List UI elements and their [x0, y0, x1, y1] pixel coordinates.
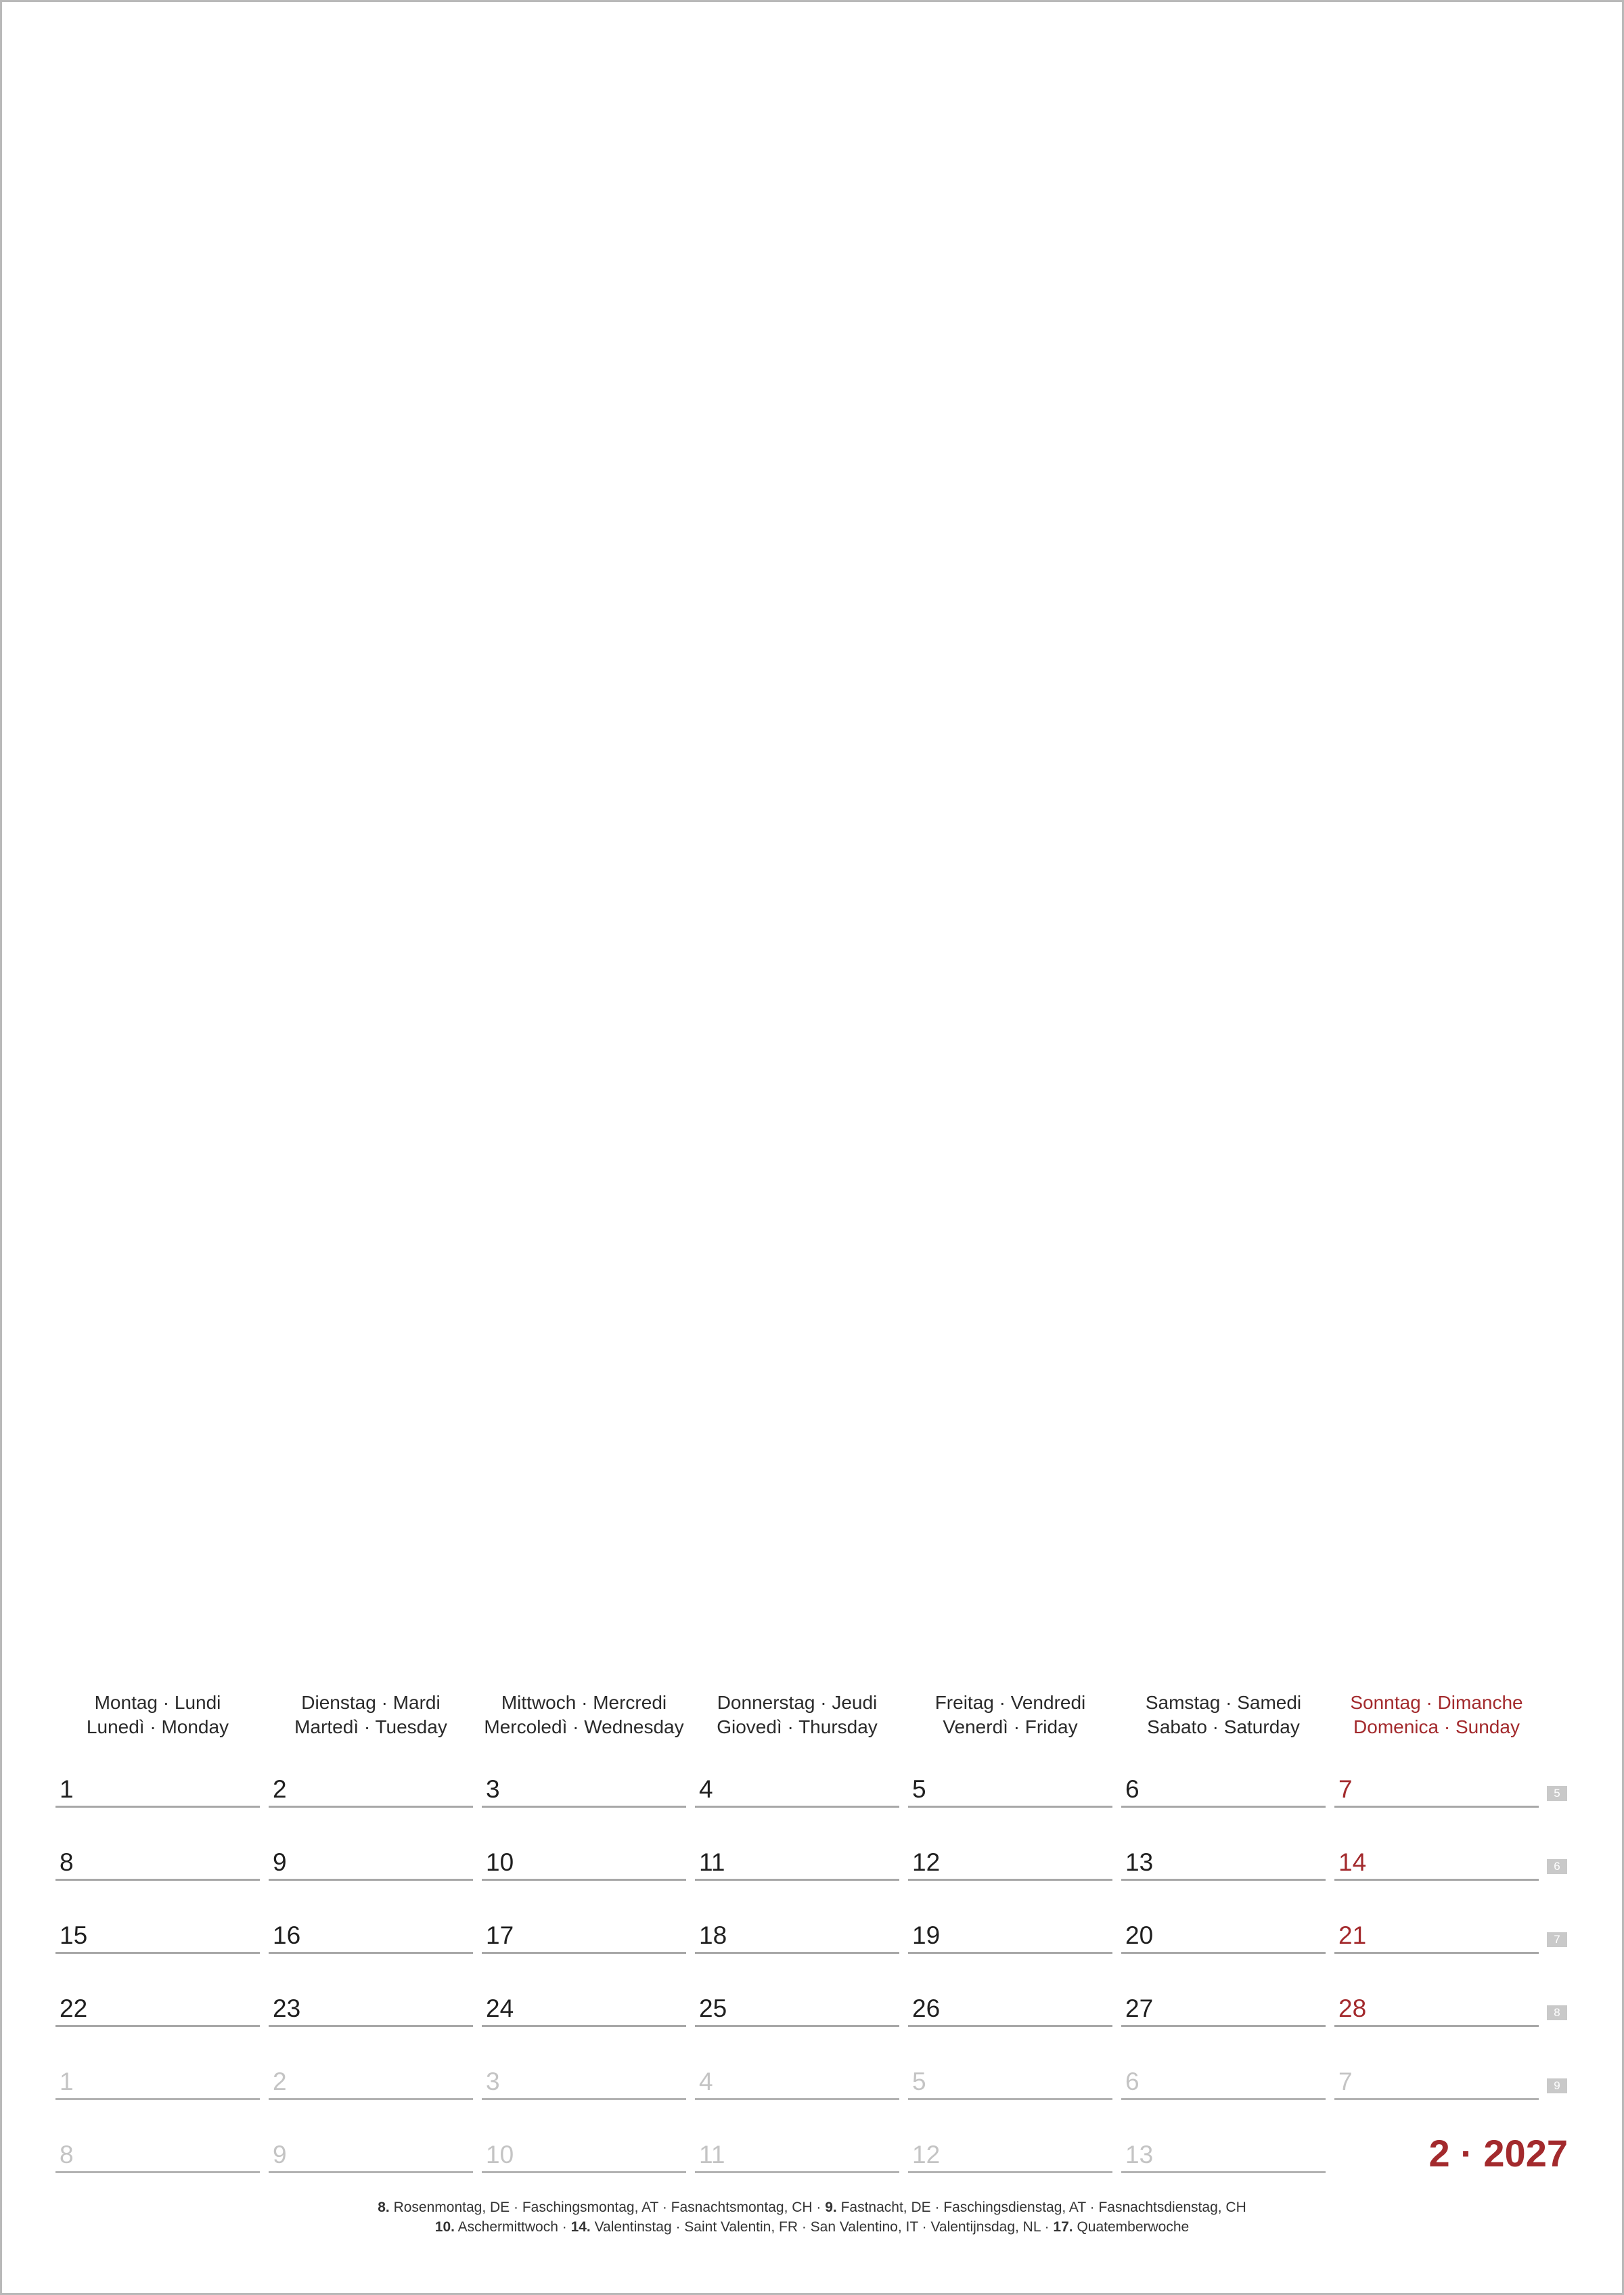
- day-cell: [269, 1984, 473, 2027]
- weekday-name-line-2: Sabato · Saturday: [1147, 1716, 1300, 1737]
- day-number: 19: [912, 1921, 941, 1949]
- day-number: 1: [60, 1775, 74, 1803]
- week-number-badge: 6: [1547, 1859, 1567, 1874]
- day-cell: [695, 2057, 899, 2100]
- day-cell: [55, 1911, 260, 1954]
- holiday-text: Rosenmontag, DE · Faschingsmontag, AT · Fasnachtsmontag, CH ·: [389, 2200, 826, 2215]
- day-cell: [695, 1911, 899, 1954]
- day-number: 14: [1338, 1848, 1367, 1876]
- day-number: 4: [699, 2068, 713, 2095]
- day-cell: [55, 1765, 260, 1808]
- weekday-header: [56, 1691, 259, 1739]
- day-number: 8: [60, 1848, 74, 1876]
- day-cell: [269, 1765, 473, 1808]
- day-number: 13: [1125, 2141, 1154, 2168]
- weekday-header: [909, 1691, 1112, 1739]
- day-number: 9: [273, 2141, 287, 2168]
- day-number: 12: [912, 1848, 941, 1876]
- holiday-notes: [0, 2198, 1624, 2237]
- weekday-name-line-2: Martedì · Tuesday: [294, 1716, 447, 1737]
- day-number: 11: [699, 2141, 725, 2168]
- day-cell: [1121, 2131, 1326, 2173]
- day-number: 22: [60, 1995, 88, 2022]
- day-cell: [55, 1838, 260, 1881]
- weekday-name-line-2: Lunedì · Monday: [86, 1716, 229, 1737]
- month-year-title: 2 · 2027: [1428, 2132, 1568, 2175]
- day-number: 20: [1125, 1921, 1154, 1949]
- day-number: 25: [699, 1995, 727, 2022]
- day-number: 7: [1338, 1775, 1353, 1803]
- day-number: 23: [273, 1995, 301, 2022]
- day-cell: [269, 1838, 473, 1881]
- day-cell: [1334, 2057, 1539, 2100]
- weekday-name-line-1: Donnerstag · Jeudi: [717, 1692, 878, 1713]
- weekday-name-line-1: Mittwoch · Mercredi: [501, 1692, 667, 1713]
- weekday-name-line-2: Domenica · Sunday: [1353, 1716, 1520, 1737]
- day-cell: [1334, 1911, 1539, 1954]
- day-number: 5: [912, 1775, 926, 1803]
- day-number: 6: [1125, 2068, 1140, 2095]
- holiday-text: Aschermittwoch ·: [455, 2219, 571, 2235]
- day-cell: [908, 1765, 1112, 1808]
- day-number: 10: [486, 1848, 514, 1876]
- day-number: 4: [699, 1775, 713, 1803]
- day-cell: [908, 2057, 1112, 2100]
- week-number-badge: 7: [1547, 1932, 1567, 1947]
- day-cell: [908, 1838, 1112, 1881]
- day-cell: [1121, 2057, 1326, 2100]
- day-cell: [269, 2057, 473, 2100]
- day-number: 3: [486, 1775, 500, 1803]
- day-cell: [55, 1984, 260, 2027]
- weekday-header: [1122, 1691, 1325, 1739]
- day-cell: [908, 2131, 1112, 2173]
- holiday-day: 8.: [378, 2200, 390, 2215]
- day-cell: [55, 2057, 260, 2100]
- day-number: 7: [1338, 2068, 1353, 2095]
- holiday-notes-line-1: [0, 2198, 1624, 2217]
- day-number: 12: [912, 2141, 941, 2168]
- holiday-day: 14.: [570, 2219, 591, 2235]
- day-cell: [482, 1984, 686, 2027]
- day-number: 13: [1125, 1848, 1154, 1876]
- day-cell: [1334, 1838, 1539, 1881]
- weekday-header: [1335, 1691, 1538, 1739]
- day-cell: [482, 1911, 686, 1954]
- day-number: 24: [486, 1995, 514, 2022]
- weekday-name-line-2: Venerdì · Friday: [943, 1716, 1078, 1737]
- day-number: 28: [1338, 1995, 1367, 2022]
- weekday-name-line-1: Samstag · Samedi: [1145, 1692, 1302, 1713]
- day-cell: [695, 2131, 899, 2173]
- day-cell: [482, 2057, 686, 2100]
- weekday-name-line-1: Montag · Lundi: [94, 1692, 221, 1713]
- holiday-text: Valentinstag · Saint Valentin, FR · San Valentino, IT · Valentijnsdag, NL ·: [590, 2219, 1054, 2235]
- holiday-text: Quatemberwoche: [1073, 2219, 1190, 2235]
- day-cell: [482, 1765, 686, 1808]
- holiday-day: 17.: [1053, 2219, 1073, 2235]
- photo-area: [2, 2, 1622, 1653]
- day-cell: [695, 1838, 899, 1881]
- weekday-name-line-1: Freitag · Vendredi: [934, 1692, 1086, 1713]
- day-number: 8: [60, 2141, 74, 2168]
- day-number: 1: [60, 2068, 74, 2095]
- day-number: 3: [486, 2068, 500, 2095]
- day-cell: [1121, 1765, 1326, 1808]
- day-number: 27: [1125, 1995, 1154, 2022]
- day-cell: [55, 2131, 260, 2173]
- holiday-day: 9.: [825, 2200, 837, 2215]
- week-number-badge: 8: [1547, 2005, 1567, 2020]
- day-number: 2: [273, 2068, 287, 2095]
- day-number: 2: [273, 1775, 287, 1803]
- day-cell: [1334, 1765, 1539, 1808]
- day-number: 21: [1338, 1921, 1367, 1949]
- day-number: 17: [486, 1921, 514, 1949]
- day-cell: [695, 1984, 899, 2027]
- day-number: 16: [273, 1921, 301, 1949]
- day-cell: [269, 1911, 473, 1954]
- weekday-header: [482, 1691, 685, 1739]
- day-number: 11: [699, 1848, 725, 1876]
- weekday-name-line-1: Sonntag · Dimanche: [1350, 1692, 1523, 1713]
- day-number: 6: [1125, 1775, 1140, 1803]
- day-cell: [695, 1765, 899, 1808]
- day-number: 9: [273, 1848, 287, 1876]
- day-cell: [908, 1911, 1112, 1954]
- week-number-badge: 9: [1547, 2078, 1567, 2093]
- day-number: 10: [486, 2141, 514, 2168]
- day-cell: [1121, 1984, 1326, 2027]
- weekday-name-line-2: Giovedì · Thursday: [717, 1716, 878, 1737]
- day-number: 15: [60, 1921, 88, 1949]
- day-cell: [269, 2131, 473, 2173]
- week-number-badge: 5: [1547, 1786, 1567, 1801]
- day-cell: [1121, 1911, 1326, 1954]
- weekday-name-line-1: Dienstag · Mardi: [301, 1692, 441, 1713]
- day-cell: [482, 1838, 686, 1881]
- weekday-header: [696, 1691, 899, 1739]
- day-cell: [482, 2131, 686, 2173]
- day-cell: [1334, 1984, 1539, 2027]
- day-cell: [1121, 1838, 1326, 1881]
- day-cell: [908, 1984, 1112, 2027]
- holiday-notes-line-2: [0, 2217, 1624, 2237]
- day-number: 18: [699, 1921, 727, 1949]
- day-number: 5: [912, 2068, 926, 2095]
- weekday-header: [269, 1691, 472, 1739]
- holiday-text: Fastnacht, DE · Faschingsdienstag, AT · Fasnachtsdienstag, CH: [836, 2200, 1246, 2215]
- holiday-day: 10.: [434, 2219, 455, 2235]
- day-number: 26: [912, 1995, 941, 2022]
- weekday-name-line-2: Mercoledì · Wednesday: [484, 1716, 684, 1737]
